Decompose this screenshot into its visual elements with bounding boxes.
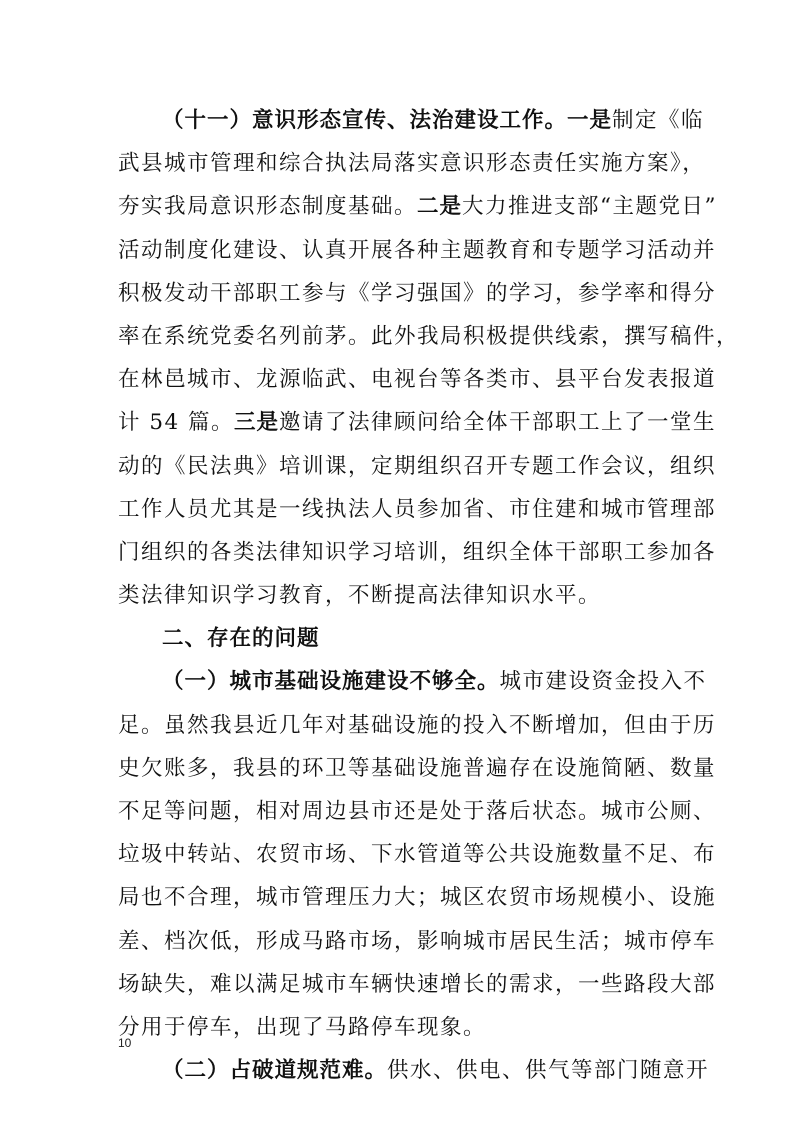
text-segment: 城市建设资金投入不: [499, 669, 707, 695]
section-title: （二）占破道规范难。: [162, 1058, 388, 1084]
text-segment: 邀请了法律顾问给全体干部职工上了一堂生: [279, 410, 717, 436]
page-number: 10: [118, 1036, 132, 1050]
text-line: 活动制度化建设、认真开展各种主题教育和专题学习活动并: [118, 237, 717, 263]
text-line: [118, 660, 707, 703]
text-line: 门组织的各类法律知识学习培训，组织全体干部职工参加各: [118, 539, 717, 565]
text-line: 史欠账多，我县的环卫等基础设施普遍存在设施简陋、数量: [118, 755, 717, 781]
text-line: 分用于停车，出现了马路停车现象。: [118, 1014, 487, 1040]
text-line: 类法律知识学习教育，不断提高法律知识水平。: [118, 583, 602, 609]
text-segment: 夯实我局意识形态制度基础。: [118, 194, 418, 220]
emphasis-text: 三是: [234, 410, 280, 436]
document-body: [118, 99, 740, 1092]
text-line: [118, 401, 717, 444]
text-line: 局也不合理，城市管理压力大；城区农贸市场规模小、设施: [118, 885, 717, 911]
section-heading: 二、存在的问题: [162, 626, 320, 652]
text-segment: 计 54 篇。: [118, 410, 235, 436]
text-line: [118, 185, 718, 228]
text-line: 足。虽然我县近几年对基础设施的投入不断增加，但由于历: [118, 712, 717, 738]
text-line: 场缺失，难以满足城市车辆快速增长的需求，一些路段大部: [118, 971, 717, 997]
text-line: 不足等问题，相对周边县市还是处于落后状态。城市公厕、: [118, 799, 717, 824]
text-line: [118, 1049, 710, 1092]
text-line: 积极发动干部职工参与《学习强国》的学习，参学率和得分: [118, 280, 717, 306]
text-line: 工作人员尤其是一线执法人员参加省、市住建和城市管理部: [118, 496, 717, 522]
text-line: 武县城市管理和综合执法局落实意识形态责任实施方案》，: [118, 151, 706, 177]
emphasis-text: 二是: [417, 194, 463, 220]
text-segment: 供水、供电、供气等部门随意开: [387, 1058, 710, 1084]
text-segment: 制定《临: [612, 108, 705, 133]
text-line: 垃圾中转站、农贸市场、下水管道等公共设施数量不足、布: [118, 842, 717, 868]
section-title: （一）城市基础设施建设不够全。: [162, 669, 500, 695]
text-line: 率在系统党委名列前茅。此外我局积极提供线索，撰写稿件，: [118, 323, 740, 349]
section-title: （十一）意识形态宣传、法治建设工作。: [162, 108, 568, 133]
emphasis-text: 一是: [567, 108, 613, 133]
text-line: 动的《民法典》培训课，定期组织召开专题工作会议，组织: [118, 453, 717, 479]
text-line: 差、档次低，形成马路市场，影响城市居民生活；城市停车: [118, 928, 717, 954]
text-line: [118, 99, 705, 142]
text-segment: 大力推进支部“主题党日”: [462, 194, 718, 220]
text-line: 在林邑城市、龙源临武、电视台等各类市、县平台发表报道: [118, 367, 717, 393]
